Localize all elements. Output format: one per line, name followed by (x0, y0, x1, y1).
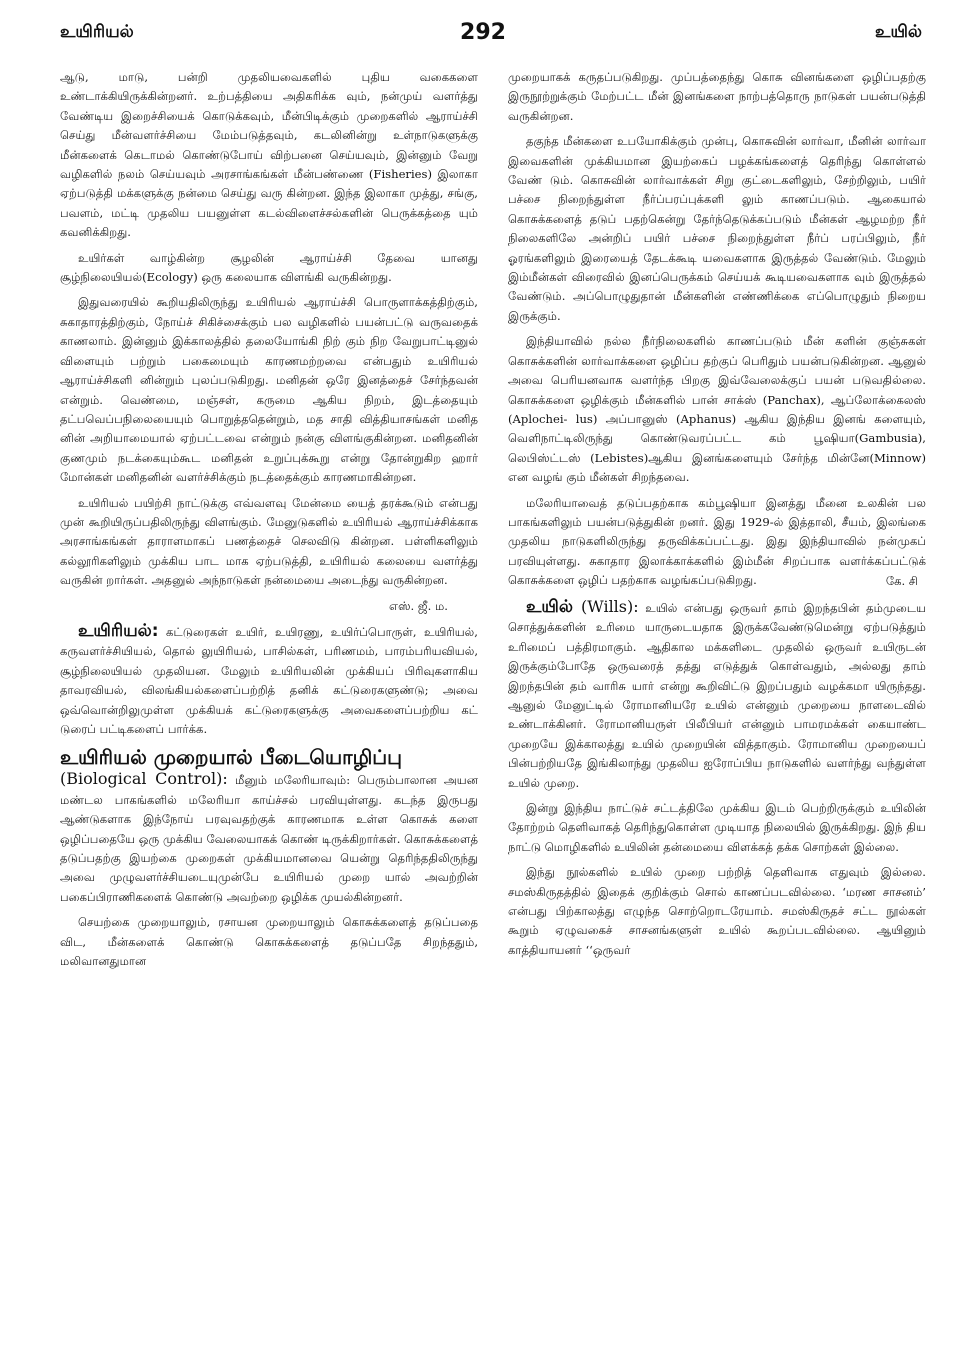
left-column (60, 68, 478, 1358)
entry-heading: உயிரியல் முறையால் பீடையொழிப்பு (60, 745, 403, 770)
paragraph: இன்று இந்திய நாட்டுச் சட்டத்திலே முக்கிய இடம் பெற்றிருக்கும் உயிலின் தோற்றம் தெளிவாகத் தெரிந்துகொள்ள முடியாத நிலையில் இருக்கிறது. இந் திய நாட்டு மொழிகளில் உயிலின் தன்மையை விளக்கத் தக்க சொற்கள் இல்லை. (508, 801, 926, 854)
running-header-left: உயிரியல் (60, 22, 134, 42)
paragraph: இதுவரையில் கூறியதிலிருந்து உயிரியல் ஆராய்ச்சி பொருளாக்கத்திற்கும், சுகாதாரத்திற்கும், நோய்ச் சிகிச்சைக்கும் பல வழிகளில் பயன்பட்டு வருவதைக் காணலாம். இன்னும் இக்காலத்தில் தலையோங்கி நிற் கும் நிற வேறுபாட்டினுல் விளையும் பற்றும் பகைமையும் காரணமற்றவை என்பதும் உயிரியல் ஆராய்ச்சிகளி னின்றும் புலப்படுகிறது. மனிதன் ஒரே இனத்தைச் சேர்ந்தவன் என்றும். வெண்மை, மஞ்சள், கருமை ஆகிய நிறம், இடத்தையும் தட்பவெப்பநிலையையும் பொறுத்ததென்றும், மத சாதி வித்தியாசங்கள் மனித னின் அறியாமையால் ஏற்பட்டவை என்றும் நன்கு விளங்குகின்றன. மனிதனின் குணமும் நடக்கையும்கூட மனிதன் உறுப்புக்கூறு என்று தோன்றுகிற ஹார் மோன்கள் மனிதனின் வளர்ச்சிக்கும் நடத்தைக்கும் காரணமாகின்றன. (60, 295, 478, 485)
entry-heading: உயில் (526, 596, 573, 617)
page-number: 292 (460, 20, 506, 45)
entry-uyiriyal (60, 622, 478, 739)
paragraph: ஆடு, மாடு, பன்றி முதலியவைகளில் புதிய வகைகளை உண்டாக்கியிருக்கின்றனர். உற்பத்தியை அதிகரிக்க வும், நன்முய் வளர்த்து வேண்டிய இறைச்சியைக் கொடுக்கவும், மீன்பிடிக்கும் முறைகளில் ஆராய்ச்சி செய்து மீன்வளர்ச்சியை மேம்படுத்தவும், கடலினின்று உள்நாடுகளுக்கு மீன்களைக் கெடாமல் கொண்டுபோய் விற்பனை செய்யவும், இன்னும் வேறு வழிகளில் நலம் செய்யவும் அரசாங்கங்கள் மீன்பண்ணை (Fisheries) இலாகா ஏற்படுத்தி மக்களுக்கு நன்மை செய்து வரு கின்றன. இந்த இலாகா முத்து, சங்கு, பவளம், மட்டி முதலிய பயனுள்ள கடல்விளைச்சல்களின் பெருக்கத்தை யும் கவனிக்கிறது. (60, 70, 478, 240)
paragraph: இந்து நூல்களில் உயில் முறை பற்றித் தெளிவாக எதுவும் இல்லை. சமஸ்கிருதத்தில் இதைக் குறிக்கும் சொல் காணப்படவில்லை. ‘மரண சாசனம்’ என்பது பிற்காலத்து எழுந்த சொற்றொடரேயாம். சமஸ்கிருதச் சட்ட நூல்கள் கூறும் ஏழுவகைச் சாசனங்களுள் உயில் கூறப்படவில்லை. ஆயினும் காத்தியாயனர் ‘‘ஒருவர் (508, 865, 926, 957)
author-signature: எஸ். ஜீ. ம. (389, 598, 448, 613)
entry-latin-term: (Biological Control): (60, 769, 228, 789)
entry-latin-term: (Wills): (572, 596, 639, 616)
right-column (508, 68, 926, 1358)
paragraph: செயற்கை முறையாலும், ரசாயன முறையாலும் கொசுக்களைத் தடுப்பதை விட, மீன்களைக் கொண்டு கொசுக்களைத் தடுப்பதே சிறந்ததும், மலிவானதுமான (60, 915, 478, 969)
entry-body: கட்டுரைகள் உயிர், உயிரணு, உயிர்ப்பொருள், உயிரியல், கருவளர்ச்சியியல், தொல் லுயிரியல், பாசில்கள், பரிணமம், பாரம்பரியவியல், சூழ்நிலையியல் முதலியன. மேலும் உயிரியலின் முக்கியப் பிரிவுகளாகிய தாவரவியல், விலங்கியல்களைப்பற்றித் தனிக் கட்டுரைகளுண்டு; அவை ஒவ்வொன்றிலுமுள்ள முக்கியக் கட்டுரைகளுக்கு அவைகளைப்பற்றிய கட் டுரைப் பட்டிகளைப் பார்க்க. (60, 624, 478, 736)
paragraph: தகுந்த மீன்களை உபயோகிக்கும் முன்பு, கொசுவின் லார்வா, மீனின் லார்வா இவைகளின் முக்கியமான இயற்கைப் பழக்கங்களைத் தெரிந்து கொள்ளல் வேண் டும். கொசுவின் லார்வாக்கள் சிறு குட்டைகளிலும், சேற்றிலும், பயிர் பச்சை நிறைந்துள்ள நீர்ப்பரப்புக்களி லும் காணப்படும். ஆகையால் கொசுக்களைத் தடுப் பதற்கென்று தேர்ந்தெடுக்கப்படும் மீன்கள் ஆழமற்ற நீர் நிலைகளிலே அன்றிப் பயிர் பச்சை நிறைந்துள்ள நீர்ப் பரப்பிலும், நீர் ஓரங்களிலும் இரையைத் தேடக்கூடி யவைகளாக இருத்தல் வேண்டும். மேலும் இம்மீன்கள் விரைவில் இனப்பெருக்கம் செய்யக் கூடியவைகளாக வும் இருத்தல் வேண்டும். அப்பொழுதுதான் மீன்களின் எண்ணிக்கை எப்பொழுதும் நிறைய இருக்கும். (508, 134, 926, 323)
paragraph: உயிர்கள் வாழ்கின்ற சூழலின் ஆராய்ச்சி தேவை யானது சூழ்நிலையியல்(Ecology) ஒரு கலையாக விளங்கி வருகின்றது. (60, 250, 478, 285)
paragraph: முறையாகக் கருதப்படுகிறது. முப்பத்தைந்து கொசு வினங்களை ஒழிப்பதற்கு இருநூற்றுக்கும் மேற்பட்ட மீன் இனங்களை நாற்பத்தொரு நாடுகள் பயன்படுத்தி வருகின்றன. (508, 70, 926, 123)
entry-heading: உயிரியல்: (78, 620, 159, 641)
paragraph: மலேரியாவைத் தடுப்பதற்காக கம்பூஷியா இனத்து மீனை உலகின் பல பாகங்களிலும் பயன்படுத்துகின் றனர். இது 1929-ல் இத்தாலி, சீயம், இலங்கை முதலிய நாடுகளிலிருந்து தருவிக்கப்பட்டது. இது இந்தியாவில் நன்முகப் பரவியுள்ளது. சுகாதார இலாக்காக்களில் இம்மீன் சிறப்பாக வளர்க்கப்பட்டுக் கொசுக்களை ஒழிப் பதற்காக வழங்கப்படுகிறது. (508, 495, 926, 588)
entry-body: மீனும் மலேரியாவும்: பெரும்பாலான அயன மண்டல பாகங்களில் மலேரியா காய்ச்சல் பரவியுள்ளது. கடந்த இருபது ஆண்டுகளாக இந்நோய் பரவுவதற்குக் காரணமாக உள்ள கொசுக் களை ஒழிப்பதையே ஒரு முக்கிய வேலையாகக் கொண் டிருக்கிறார்கள். கொசுக்களைத் தடுப்பதற்கு இயற்கை முறைகள் முக்கியமானவை யென்று தெரிந்ததிலிருந்து அவை முழுவளர்ச்சியடையுமுன்பே உயிரியல் முறை யால் அவற்றின் பகைப்பிராணிகளைக் கொண்டு அவற்றை ஒழிக்க முயல்கின்றனர். (60, 773, 478, 904)
running-header-right: உயில் (875, 22, 922, 42)
entry-body: உயில் என்பது ஒருவர் தாம் இறந்தபின் தம்முடைய சொத்துக்களின் உரிமை யாருடையதாக இருக்கவேண்டுமென்று ஏற்படுத்தும் உரிமைப் பத்திரமாகும். ஆதிகால மக்களிடை முதலில் ஒருவர் உயிருடன் இருக்கும்போதே ஒருவரைத் தத்து எடுத்துக் கொள்வதும், அல்லது தாம் இறந்தபின் தம் வாரிசு யார் என்று கூறிவிட்டு இறப்பதும் வழக்கமா யிருந்தது. ஆனுல் மேனுட்டில் ரோமானியரே உயில் என்னும் முறையை நாளடைவில் உண்டாக்கினர். ரோமானியருள் பிலீபியர் என்னும் பாமரமக்கள் கையாண்ட முறையே இக்காலத்து உயில் முறையின் வித்தாகும். ரோமானிய முறையைப் பின்பற்றியதே இங்கிலாந்து முதலிய ஐரோப்பிய நாடுகளில் வளர்ந்து வந்துள்ள உயில் முறை. (508, 600, 926, 790)
entry-uyil (508, 597, 926, 793)
entry-biological-control (60, 745, 478, 907)
paragraph: இந்தியாவில் நல்ல நீர்நிலைகளில் காணப்படும் மீன் களின் குஞ்சுகள் கொசுக்களின் லார்வாக்களை ஒழிப்ப தற்குப் பெரிதும் பயன்படுகின்றன. ஆனுல் அவை பெரியனவாக வளர்ந்த பிறகு இவ்வேலைக்குப் பயன் படுவதில்லை. கொசுக்களை ஒழிக்கும் மீன்களில் பான் சாக்ஸ் (Panchax), ஆப்லோக்கைலஸ் (Aplochei- lus) அப்பானுஸ் (Aphanus) ஆகிய இந்திய இனங் களையும், வெளிநாட்டிலிருந்து கொண்டுவரப்பட்ட கம் பூஷியா(Gambusia), லெபிஸ்ட்டஸ் (Lebistes)ஆகிய இனங்களையும் சேர்ந்த மின்னே(Minnow) என வழங் கும் மீன்கள் சிறந்தவை. (508, 334, 926, 485)
author-signature: கே. சி (885, 573, 918, 588)
paragraph: உயிரியல் பயிற்சி நாட்டுக்கு எவ்வளவு மேன்மை யைத் தரக்கூடும் என்பது முன் கூறியிருப்பதிலிருந்து விளங்கும். மேனுடுகளில் உயிரியல் ஆராய்ச்சிக்காக அரசாங்கங்கள் தாராளமாகப் பணத்தைச் செலவிடு கின்றன. பள்ளிகளிலும் கல்லூரிகளிலும் முக்கிய பாட மாக ஏற்படுத்தி, உயிரியல் கலையை வளர்த்து வருகின் றார்கள். அதனுல் அந்நாடுகள் நன்மையை அடைந்து வருகின்றன. (60, 495, 478, 588)
